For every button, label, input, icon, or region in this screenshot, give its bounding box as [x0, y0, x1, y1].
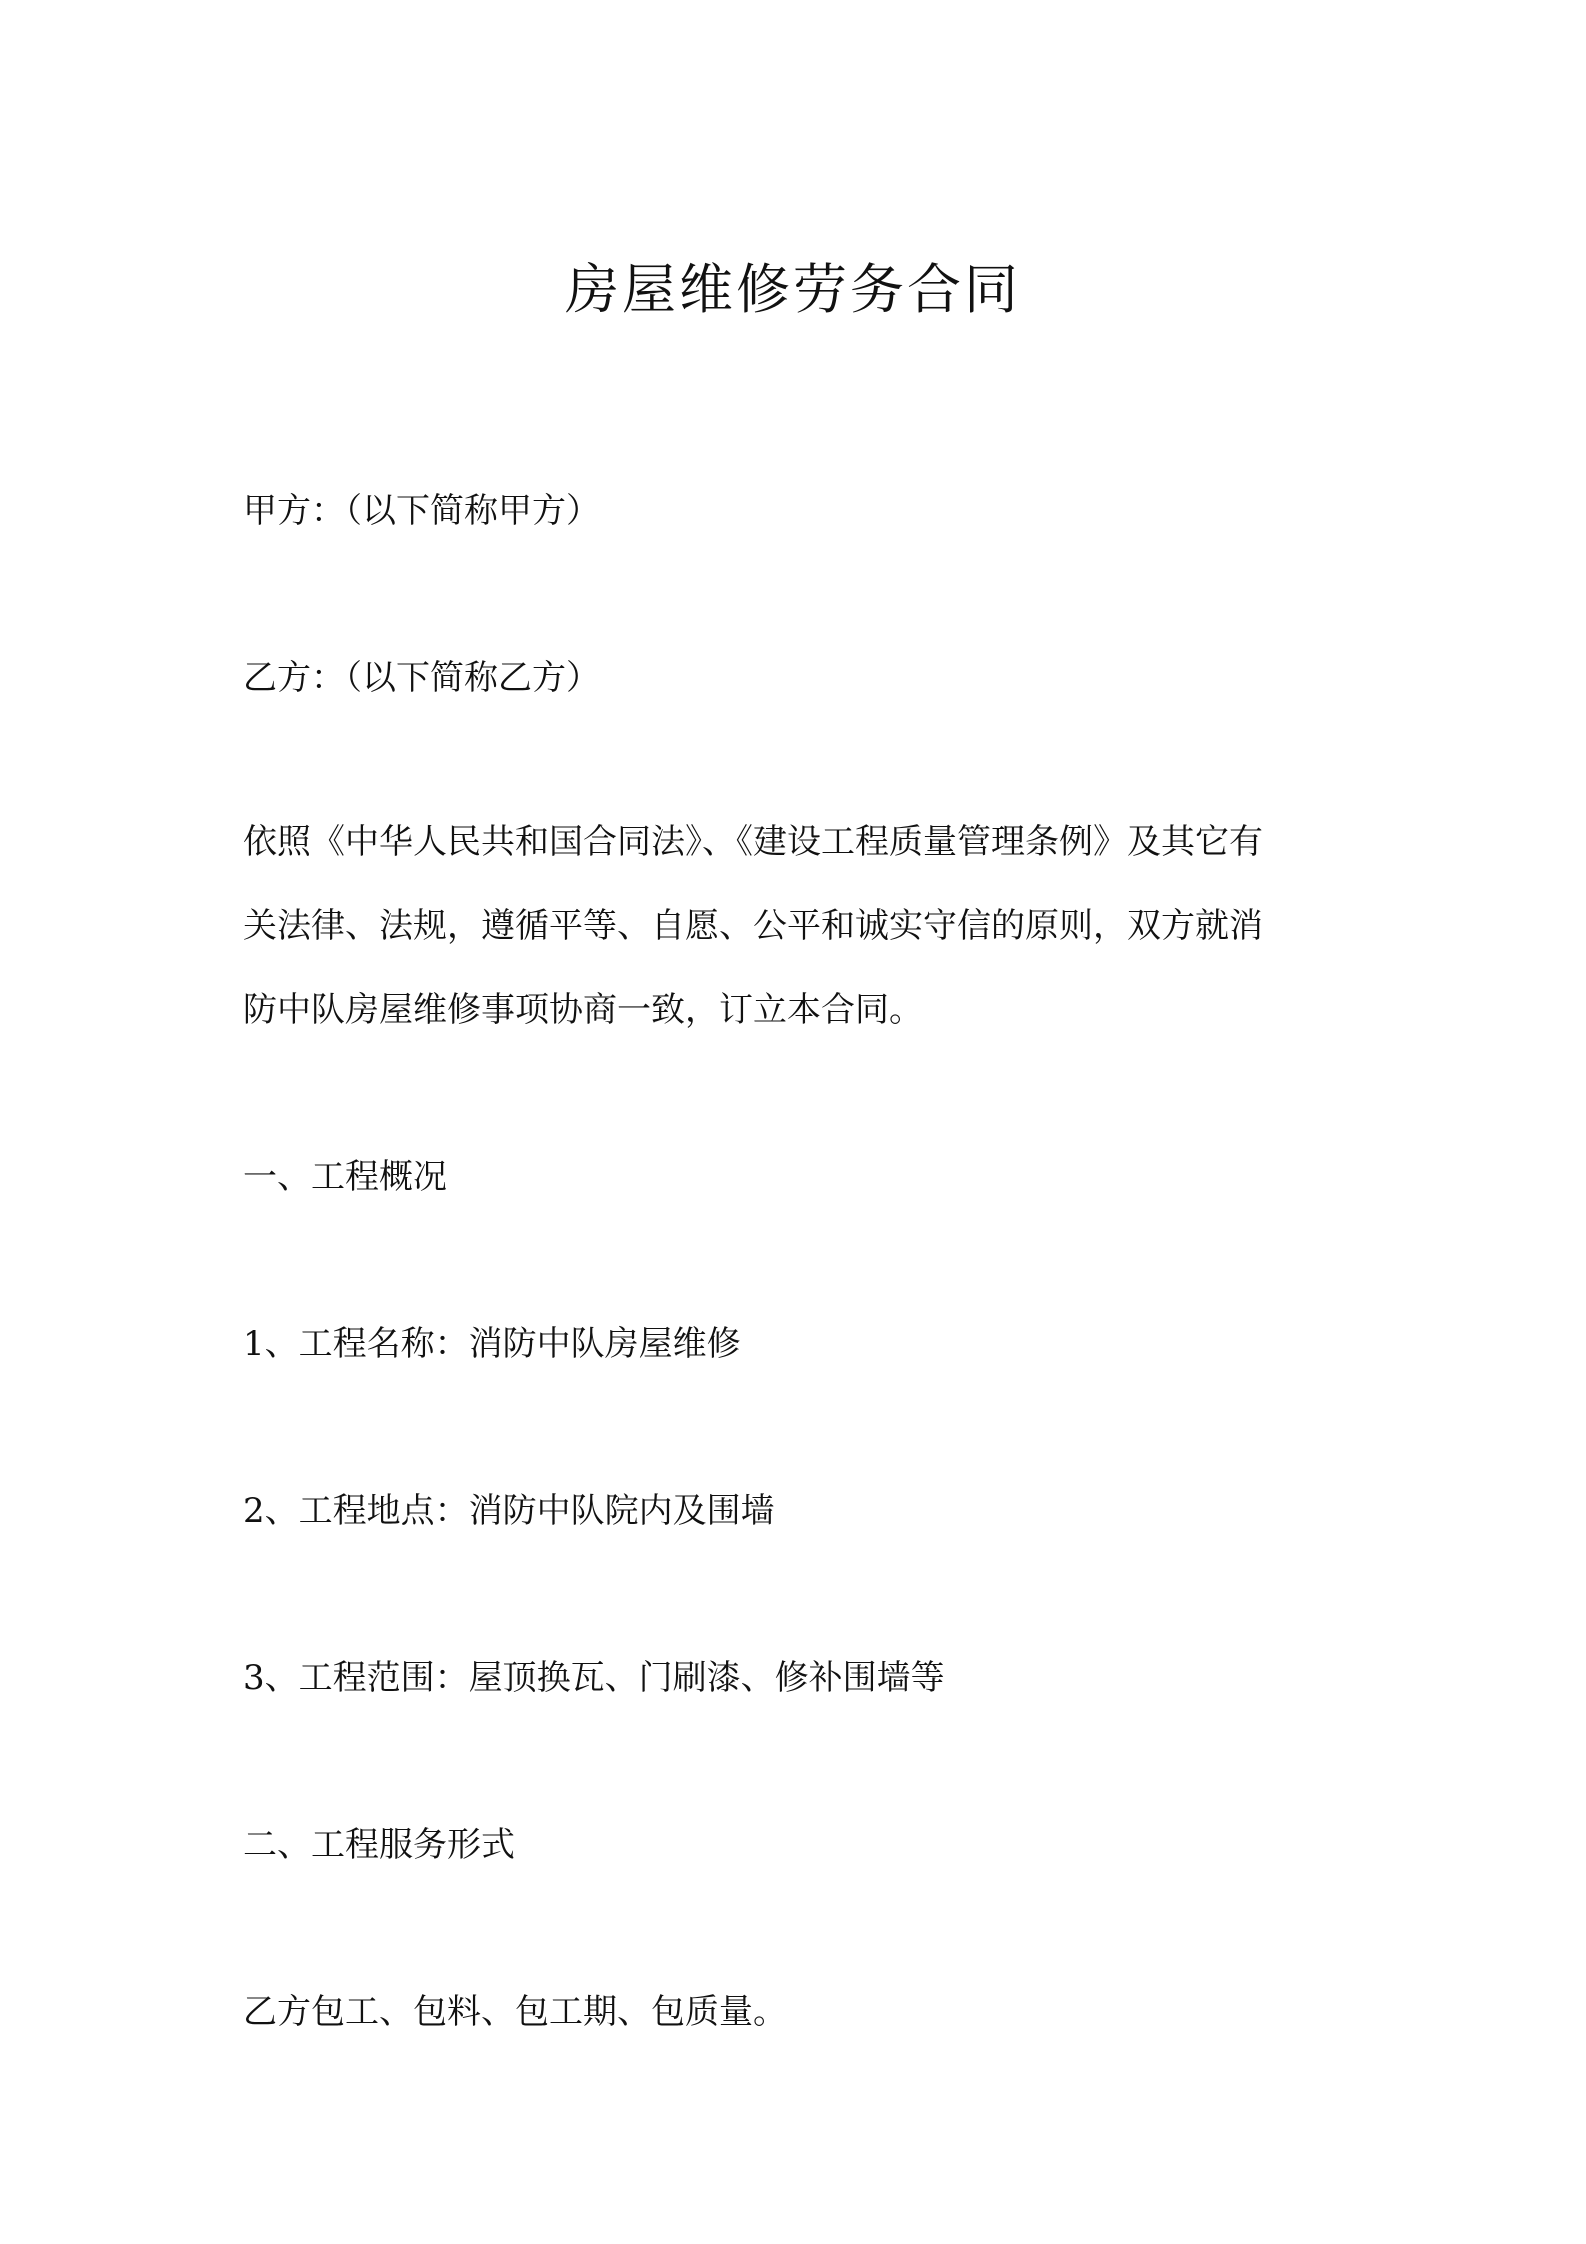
preamble-paragraph: [243, 800, 1353, 1052]
project-scope-item: 3、工程范围：屋顶换瓦、门刷漆、修补围墙等: [243, 1658, 945, 1698]
project-name-item: 1、工程名称：消防中队房屋维修: [243, 1324, 741, 1364]
preamble-line-3: 防中队房屋维修事项协商一致，订立本合同。: [243, 990, 923, 1030]
service-form-text: 乙方包工、包料、包工期、包质量。: [243, 1992, 787, 2032]
section-2-heading: 二、工程服务形式: [243, 1825, 515, 1865]
section-1-heading: 一、工程概况: [243, 1157, 447, 1197]
party-a-line: 甲方：（以下简称甲方）: [243, 491, 600, 531]
project-location-item: 2、工程地点：消防中队院内及围墙: [243, 1491, 775, 1531]
party-b-line: 乙方：（以下简称乙方）: [243, 658, 600, 698]
preamble-line-2: 关法律、法规，遵循平等、自愿、公平和诚实守信的原则，双方就消: [243, 906, 1263, 946]
document-title: 房屋维修劳务合同: [565, 258, 1021, 321]
preamble-line-1: 依照《中华人民共和国合同法》、《建设工程质量管理条例》及其它有: [243, 822, 1263, 862]
